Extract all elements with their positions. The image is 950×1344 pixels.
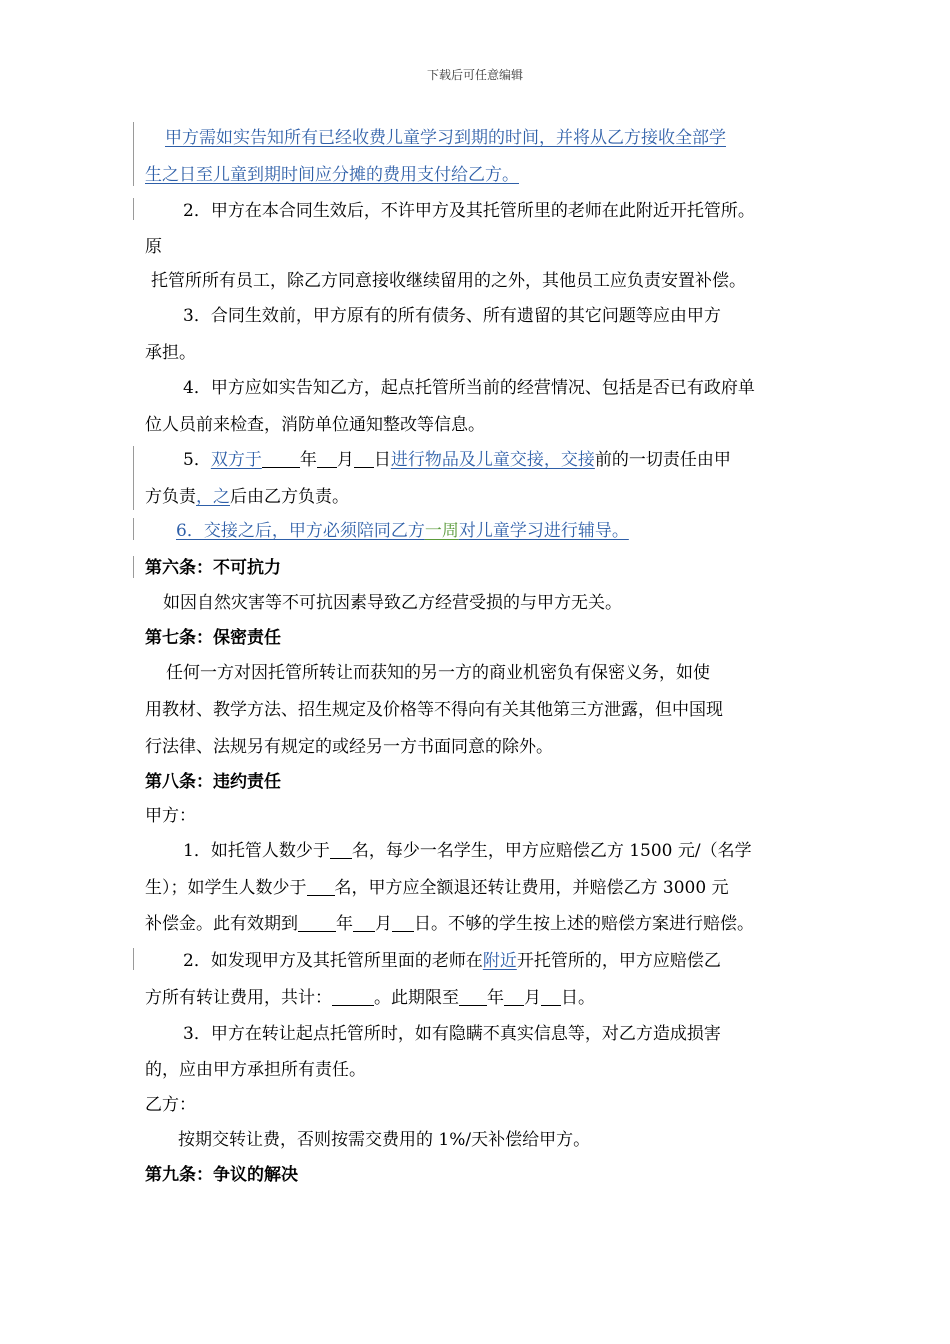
paragraph-line: 3．合同生效前，甲方原有的所有债务、所有遗留的其它问题等应由甲方 [183,306,721,326]
paragraph-line: 任何一方对因托管所转让而获知的另一方的商业机密负有保密义务，如使 [166,663,710,683]
paragraph-line: 2．甲方在本合同生效后，不许甲方及其托管所里的老师在此附近开托管所。 [183,201,755,221]
paragraph-line: 2．如发现甲方及其托管所里面的老师在附近开托管所的，甲方应赔偿乙 [183,951,721,971]
party-label: 乙方： [145,1095,196,1115]
paragraph-line: 原 [145,237,162,257]
paragraph-line: 位人员前来检查，消防单位通知整改等信息。 [145,415,485,435]
paragraph-line: 的，应由甲方承担所有责任。 [145,1060,366,1080]
paragraph-line: 按期交转让费，否则按需交费用的 1%/天补偿给甲方。 [178,1130,591,1150]
paragraph-line: 如因自然灾害等不可抗因素导致乙方经营受损的与甲方无关。 [163,593,622,613]
section-heading: 第七条：保密责任 [145,628,281,648]
section-heading: 第六条：不可抗力 [145,558,281,578]
paragraph-line: 用教材、教学方法、招生规定及价格等不得向有关其他第三方泄露，但中国现 [145,700,723,720]
change-bar [133,948,134,970]
paragraph-line: 甲方需如实告知所有已经收费儿童学习到期的时间，并将从乙方接收全部学 [165,128,726,148]
paragraph-line: 补偿金。此有效期到 年 月 日。不够的学生按上述的赔偿方案进行赔偿。 [145,914,754,934]
change-bar [133,198,134,220]
section-heading: 第九条：争议的解决 [145,1165,298,1185]
paragraph-line: 6．交接之后，甲方必须陪同乙方一周对儿童学习进行辅导。 [176,521,629,541]
paragraph-line: 1．如托管人数少于 名，每少一名学生，甲方应赔偿乙方 1500 元/（名学 [183,841,752,861]
paragraph-line: 4．甲方应如实告知乙方，起点托管所当前的经营情况、包括是否已有政府单 [183,378,755,398]
change-bar [133,556,134,578]
page-header: 下载后可任意编辑 [426,68,523,82]
paragraph-line: 行法律、法规另有规定的或经另一方书面同意的除外。 [145,737,553,757]
paragraph-line: 承担。 [145,343,196,363]
change-bar [133,122,134,186]
section-heading: 第八条：违约责任 [145,772,281,792]
paragraph-line: 5．双方于 年 月 日进行物品及儿童交接，交接前的一切责任由甲 [183,450,731,470]
change-bar [133,518,134,540]
paragraph-line: 生之日至儿童到期时间应分摊的费用支付给乙方。 [145,165,519,185]
paragraph-line: 方负责，之后由乙方负责。 [145,487,349,507]
party-label: 甲方： [145,806,196,826]
paragraph-line: 生）；如学生人数少于 名，甲方应全额退还转让费用，并赔偿乙方 3000 元 [145,878,729,898]
change-bar [133,446,134,510]
paragraph-line: 方所有转让费用，共计： 。此期限至 年 月 日。 [145,988,595,1008]
paragraph-line: 托管所所有员工，除乙方同意接收继续留用的之外，其他员工应负责安置补偿。 [151,271,746,291]
paragraph-line: 3．甲方在转让起点托管所时，如有隐瞒不真实信息等，对乙方造成损害 [183,1024,721,1044]
